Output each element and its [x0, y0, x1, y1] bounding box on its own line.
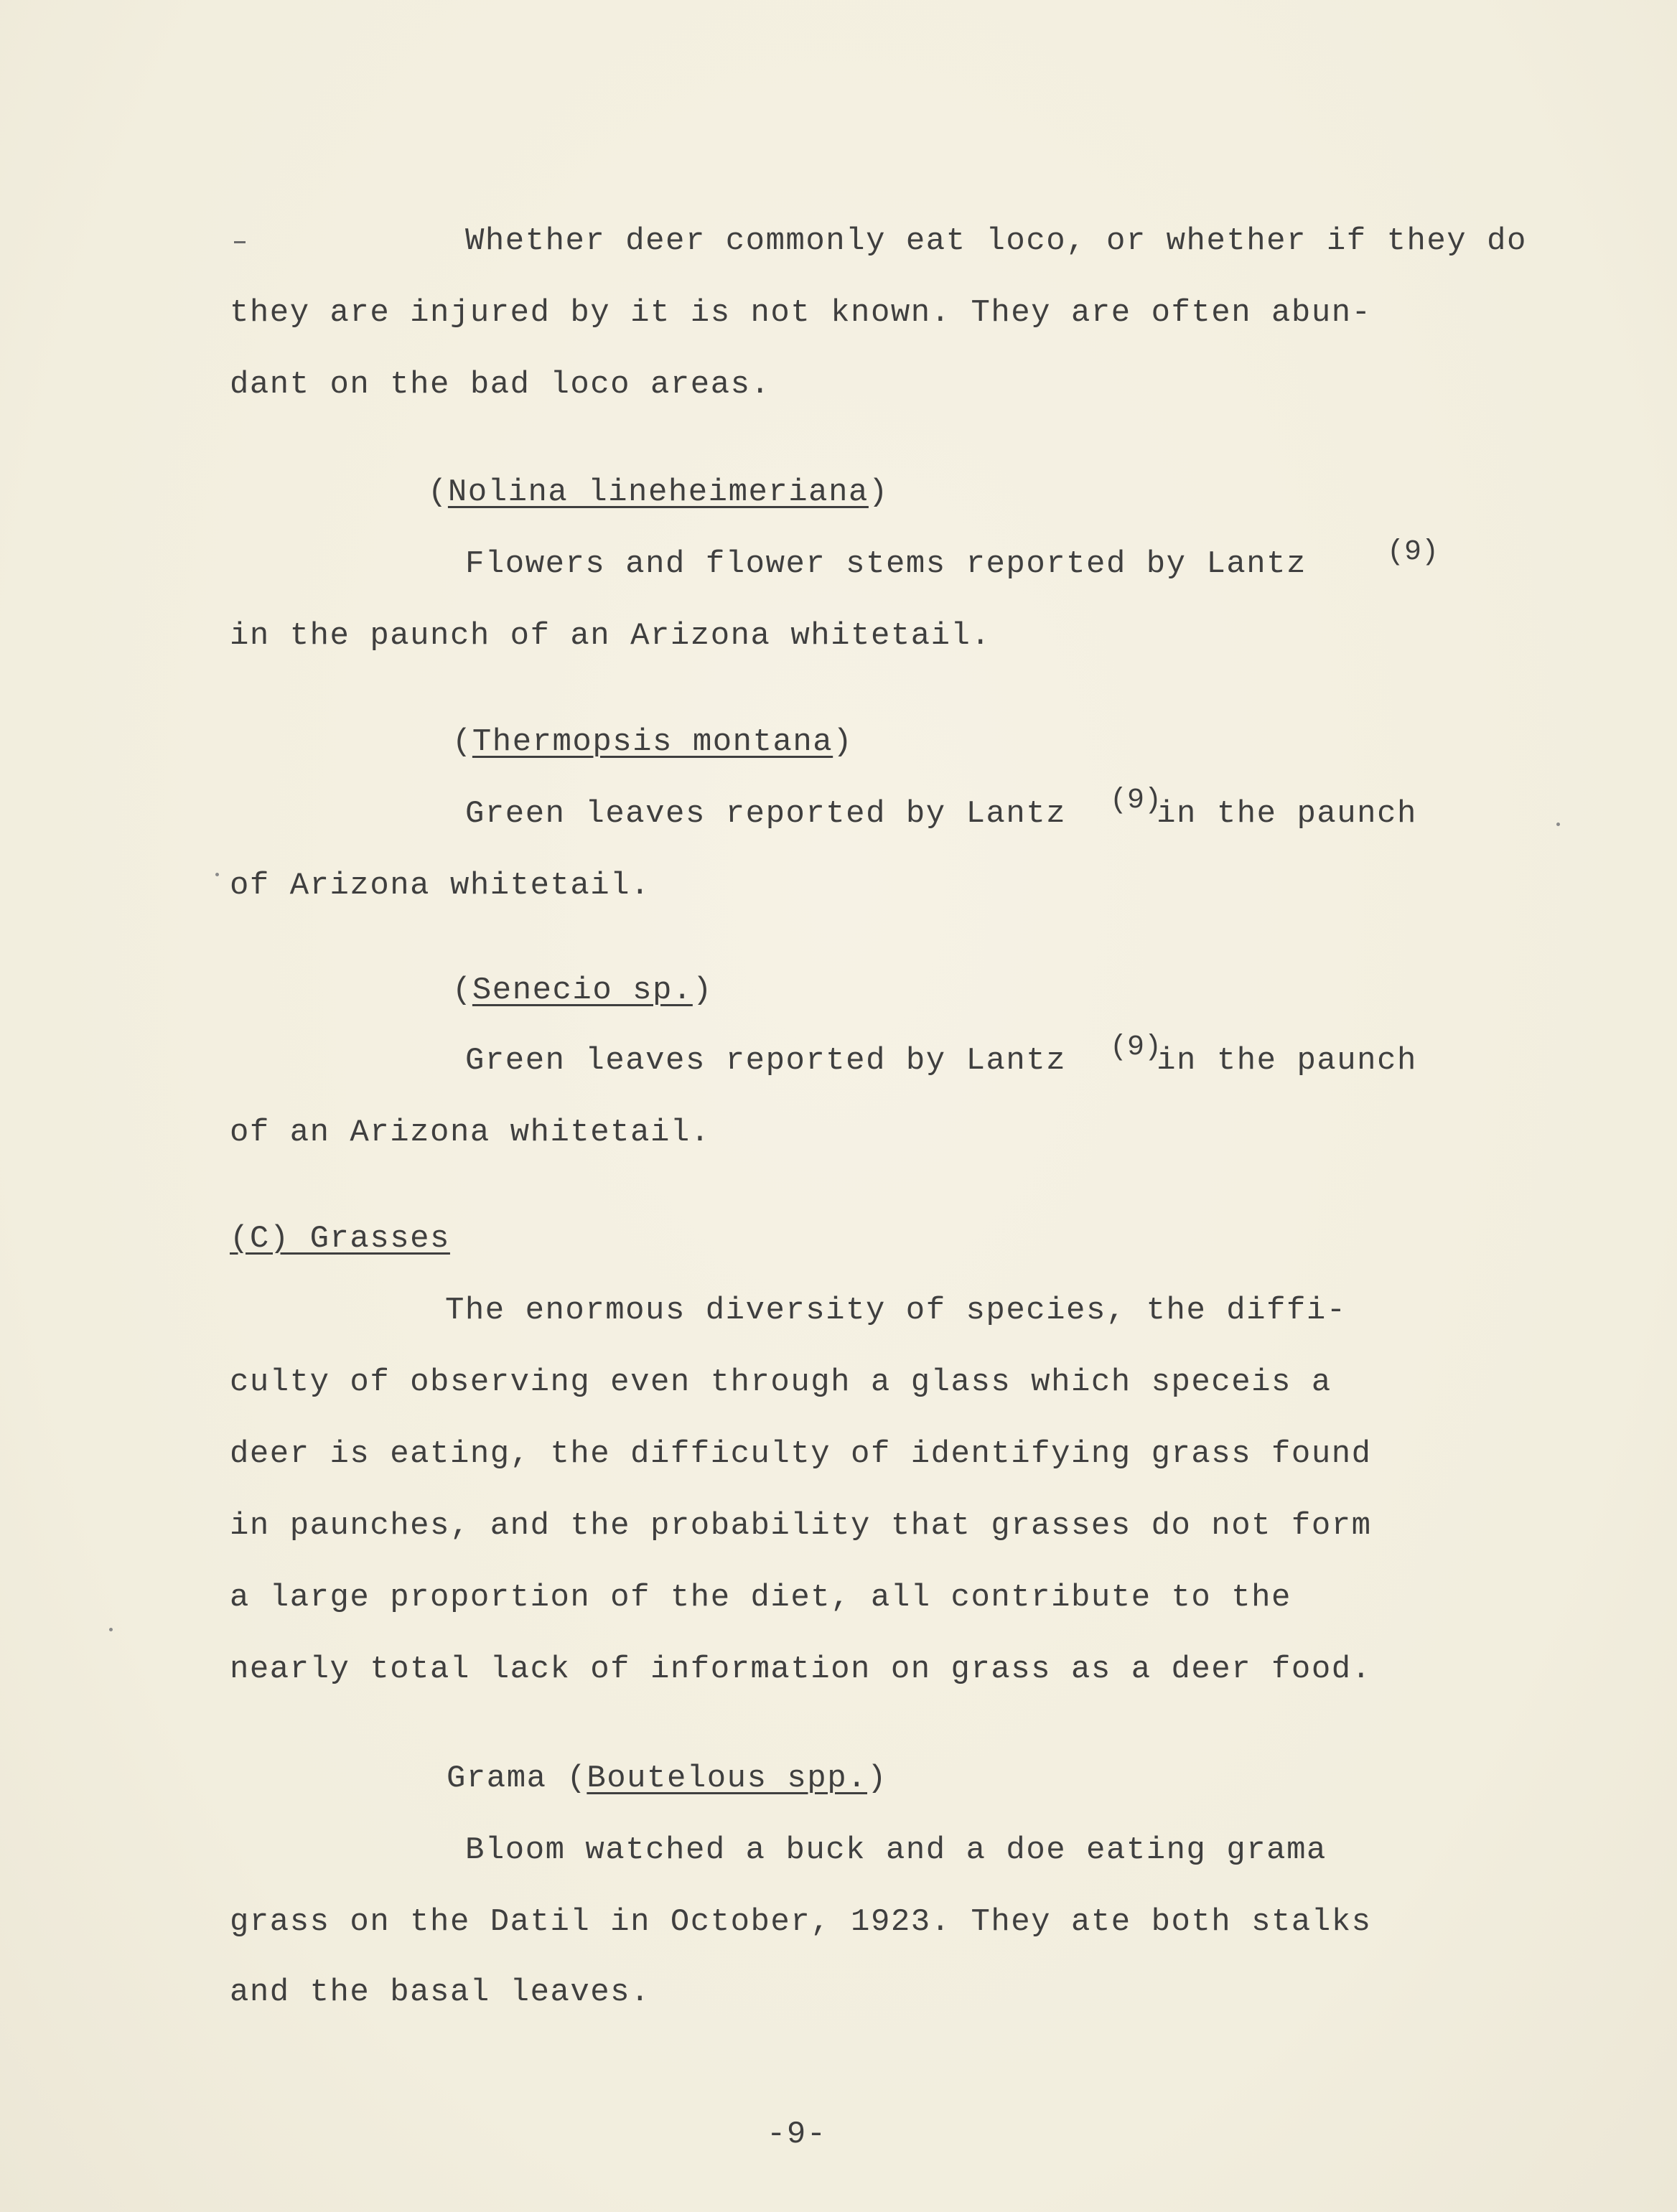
senecio-line-1: Green leaves reported by Lantz in the paunch: [465, 1043, 1417, 1079]
thermopsis-heading: (Thermopsis montana): [452, 724, 854, 760]
thermopsis-line-1: Green leaves reported by Lantz in the paunch: [465, 796, 1417, 832]
nolina-species-name: Nolina lineheimeriana: [447, 474, 869, 510]
thermopsis-species-name: Thermopsis montana: [472, 724, 833, 760]
grasses-line-2: culty of observing even through a glass which speceis a: [230, 1364, 1332, 1400]
nolina-reference: (9): [1387, 536, 1439, 568]
nolina-heading: (Nolina lineheimeriana): [428, 474, 889, 510]
senecio-reference: (9): [1110, 1031, 1162, 1064]
nolina-line-1: Flowers and flower stems reported by Lantz: [465, 546, 1307, 582]
grama-line-1: Bloom watched a buck and a doe eating grama: [465, 1832, 1327, 1868]
grasses-line-5: a large proportion of the diet, all contribute to the: [230, 1580, 1291, 1616]
grasses-line-1: The enormous diversity of species, the diffi-: [445, 1293, 1347, 1328]
page-number: -9-: [767, 2117, 827, 2152]
grama-line-3: and the basal leaves.: [230, 1974, 650, 2010]
grama-line-2: grass on the Datil in October, 1923. They ate both stalks: [230, 1904, 1372, 1940]
grama-heading: Grama (Boutelous spp.): [447, 1761, 887, 1796]
intro-line-2: they are injured by it is not known. They are often abun-: [230, 295, 1372, 331]
senecio-line-2: of an Arizona whitetail.: [230, 1115, 711, 1150]
paper-speck: [215, 873, 219, 876]
grama-species-name: Boutelous spp.: [587, 1761, 868, 1796]
paper-speck: [1556, 823, 1560, 826]
stray-mark: [234, 241, 246, 243]
intro-line-1: Whether deer commonly eat loco, or whether if they do: [465, 223, 1527, 259]
nolina-line-2: in the paunch of an Arizona whitetail.: [230, 618, 991, 654]
grasses-line-4: in paunches, and the probability that grasses do not form: [230, 1508, 1372, 1544]
senecio-species-name: Senecio sp.: [472, 973, 693, 1008]
grasses-line-6: nearly total lack of information on grass as a deer food.: [230, 1651, 1372, 1687]
intro-line-3: dant on the bad loco areas.: [230, 367, 771, 403]
grasses-line-3: deer is eating, the difficulty of identifying grass found: [230, 1436, 1372, 1472]
thermopsis-line-2: of Arizona whitetail.: [230, 868, 650, 904]
senecio-heading: (Senecio sp.): [452, 973, 713, 1008]
thermopsis-reference: (9): [1110, 784, 1162, 817]
section-heading-grasses: (C) Grasses: [230, 1221, 450, 1257]
paper-speck: [109, 1628, 113, 1631]
